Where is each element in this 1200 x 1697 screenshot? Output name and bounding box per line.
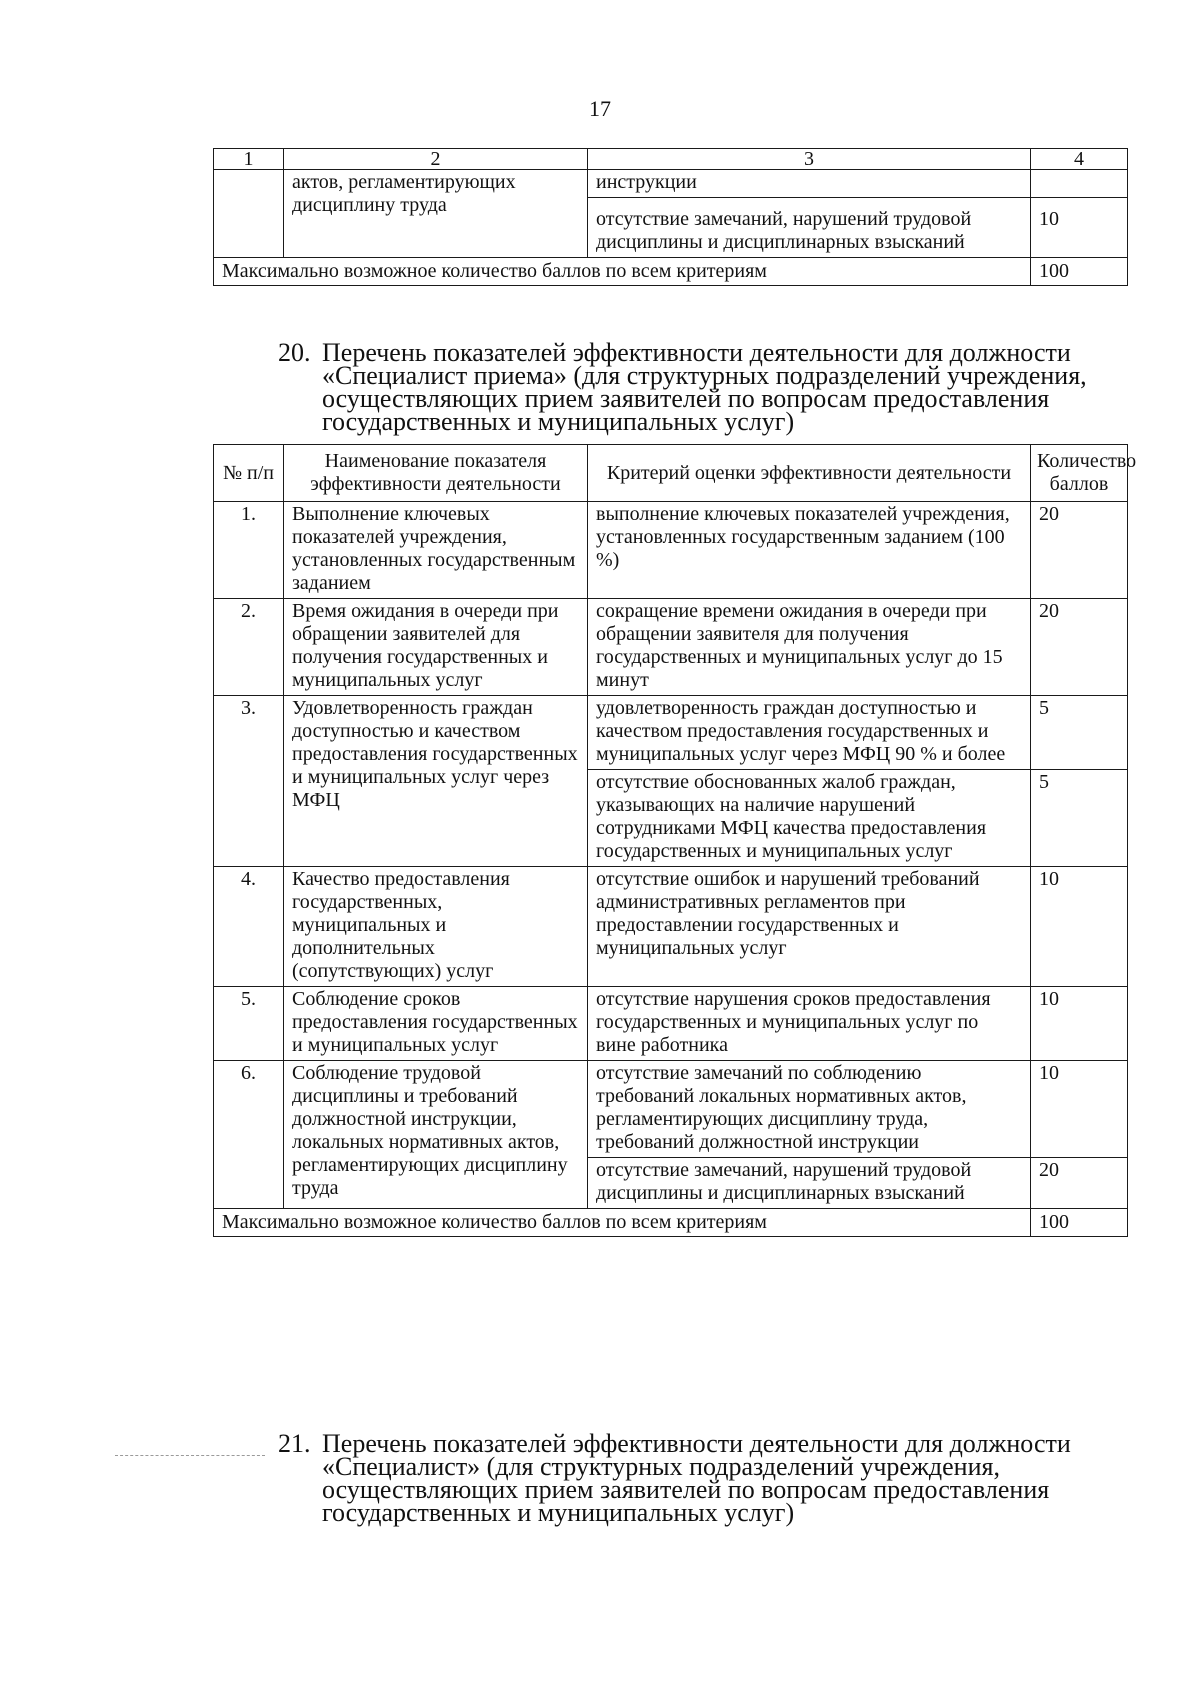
indicator-cell: Время ожидания в очереди при обращении заявителей для получения государственных и муниципальных услуг <box>284 599 588 696</box>
criterion-cell: отсутствие обоснованных жалоб граждан, указывающих на наличие нарушений сотрудниками МФЦ качества предоставления государственных и муниципальных услуг <box>588 770 1031 867</box>
section-21-heading <box>278 1429 1122 1527</box>
table-row <box>214 170 1128 198</box>
row-number: 4. <box>214 867 284 987</box>
total-label: Максимально возможное количество баллов по всем критериям <box>214 1209 1031 1237</box>
column-number: 3 <box>588 149 1031 170</box>
total-row <box>214 258 1128 286</box>
points-cell: 10 <box>1031 867 1128 987</box>
points-cell: 10 <box>1031 987 1128 1061</box>
points-cell: 5 <box>1031 770 1128 867</box>
row-number: 6. <box>214 1061 284 1209</box>
points-cell <box>1031 170 1128 198</box>
points-cell: 10 <box>1031 198 1128 258</box>
points-cell: 20 <box>1031 502 1128 599</box>
table-row <box>214 867 1128 987</box>
row-number: 5. <box>214 987 284 1061</box>
indicator-cell: Выполнение ключевых показателей учреждения, установленных государственным заданием <box>284 502 588 599</box>
criterion-cell: инструкции <box>588 170 1031 198</box>
indicator-cell: актов, регламентирующих дисциплину труда <box>284 170 588 258</box>
criterion-cell: сокращение времени ожидания в очереди при обращении заявителя для получения государственных и муниципальных услуг до 15 минут <box>588 599 1031 696</box>
criterion-cell: отсутствие ошибок и нарушений требований административных регламентов при предоставлении государственных и муниципальных услуг <box>588 867 1031 987</box>
table-row <box>214 696 1128 770</box>
indicator-cell: Соблюдение сроков предоставления государственных и муниципальных услуг <box>284 987 588 1061</box>
criterion-cell: выполнение ключевых показателей учреждения, установленных государственным заданием (100 %) <box>588 502 1031 599</box>
total-row <box>214 1209 1128 1237</box>
specialist-reception-criteria-table <box>213 444 1137 1237</box>
num-cell <box>214 170 284 258</box>
section-21-title: Перечень показателей эффективности деятельности для должности «Специалист» (для структурных подразделений учреждения, осуществляющих прием заявителей по вопросам предоставления государственных и муниципальных услуг) <box>322 1429 1071 1527</box>
points-cell: 10 <box>1031 1061 1128 1158</box>
criterion-cell: отсутствие замечаний по соблюдению требований локальных нормативных актов, регламентирующих дисциплину труда, требований должностной инструкции <box>588 1061 1031 1158</box>
row-number: 3. <box>214 696 284 867</box>
header-points: Количество баллов <box>1031 445 1128 502</box>
criterion-cell: отсутствие замечаний, нарушений трудовой дисциплины и дисциплинарных взысканий <box>588 1158 1031 1209</box>
table-row <box>214 987 1128 1061</box>
header-criterion: Критерий оценки эффективности деятельности <box>588 445 1031 502</box>
criterion-cell: отсутствие замечаний, нарушений трудовой дисциплины и дисциплинарных взысканий <box>588 198 1031 258</box>
points-cell: 20 <box>1031 599 1128 696</box>
indicator-cell: Соблюдение трудовой дисциплины и требований должностной инструкции, локальных нормативных актов, регламентирующих дисциплину труда <box>284 1061 588 1209</box>
indicator-cell: Качество предоставления государственных, муниципальных и дополнительных (сопутствующих) услуг <box>284 867 588 987</box>
table-row <box>214 1061 1128 1158</box>
column-number-row <box>214 149 1128 170</box>
row-number: 2. <box>214 599 284 696</box>
scan-artifact-line <box>115 1455 265 1456</box>
criterion-cell: отсутствие нарушения сроков предоставления государственных и муниципальных услуг по вине работника <box>588 987 1031 1061</box>
header-row <box>214 445 1128 502</box>
total-value: 100 <box>1031 1209 1128 1237</box>
section-21-number: 21. <box>278 1429 311 1458</box>
column-number: 1 <box>214 149 284 170</box>
row-number: 1. <box>214 502 284 599</box>
header-num: № п/п <box>214 445 284 502</box>
total-value: 100 <box>1031 258 1128 286</box>
table-row <box>214 599 1128 696</box>
indicator-cell: Удовлетворенность граждан доступностью и качеством предоставления государственных и муниципальных услуг через МФЦ <box>284 696 588 867</box>
column-number: 2 <box>284 149 588 170</box>
points-cell: 5 <box>1031 696 1128 770</box>
total-label: Максимально возможное количество баллов по всем критериям <box>214 258 1031 286</box>
table-row <box>214 502 1128 599</box>
points-cell: 20 <box>1031 1158 1128 1209</box>
header-indicator: Наименование показателя эффективности деятельности <box>284 445 588 502</box>
section-20-heading <box>278 338 1122 436</box>
section-20-title: Перечень показателей эффективности деятельности для должности «Специалист приема» (для структурных подразделений учреждения, осуществляющих прием заявителей по вопросам предоставления государственных и муниципальных услуг) <box>322 338 1087 436</box>
page-number: 17 <box>589 96 611 121</box>
section-20-number: 20. <box>278 338 311 367</box>
column-number: 4 <box>1031 149 1128 170</box>
continued-criteria-table <box>213 148 1128 286</box>
criterion-cell: удовлетворенность граждан доступностью и качеством предоставления государственных и муниципальных услуг через МФЦ 90 % и более <box>588 696 1031 770</box>
